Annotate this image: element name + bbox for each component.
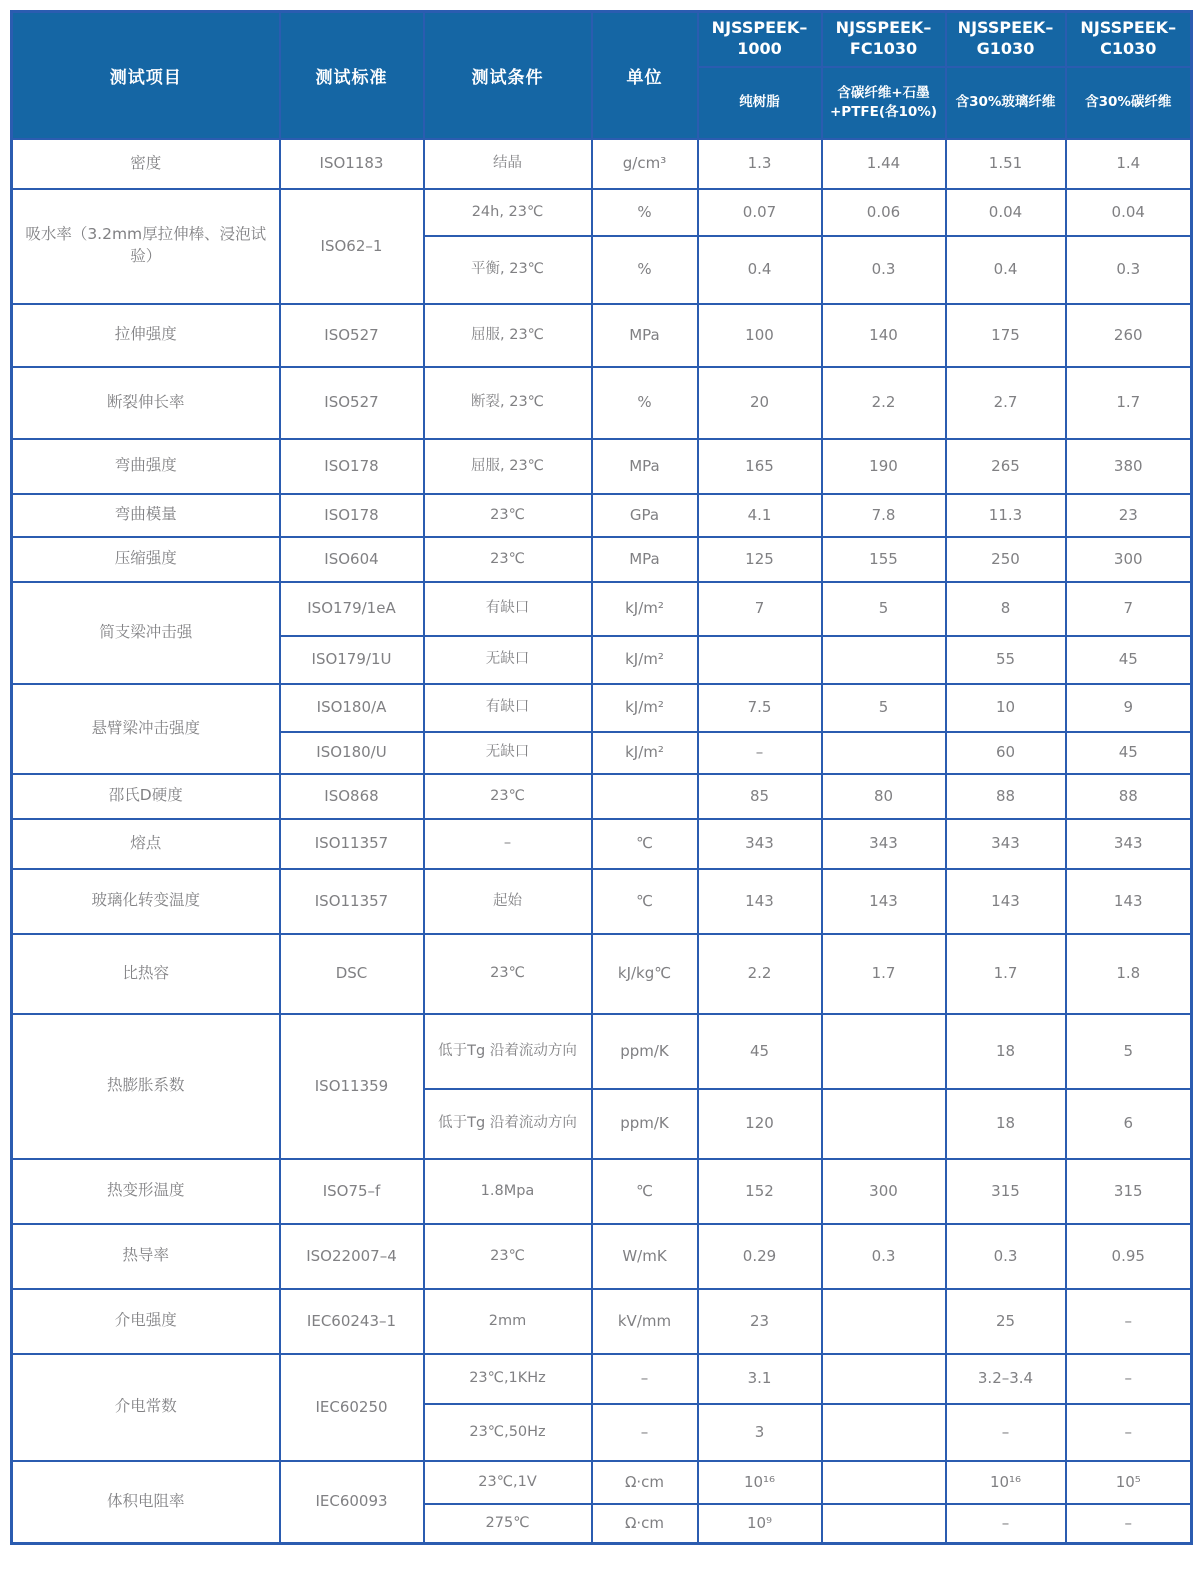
cell-standard: IEC60243–1: [280, 1289, 424, 1354]
cell-value: 0.04: [946, 189, 1066, 236]
cell-standard: ISO11357: [280, 869, 424, 934]
table-row: [12, 774, 1192, 819]
cell-unit: %: [592, 367, 698, 439]
cell-value: 1.4: [1066, 139, 1192, 189]
cell-condition: 24h, 23℃: [424, 189, 592, 236]
cell-value: 45: [1066, 636, 1192, 684]
cell-item: 断裂伸长率: [12, 367, 280, 439]
cell-condition: 屈服, 23℃: [424, 304, 592, 367]
cell-standard: ISO180/A: [280, 684, 424, 732]
cell-condition: 23℃: [424, 774, 592, 819]
cell-condition: 23℃,50Hz: [424, 1404, 592, 1461]
cell-value: 80: [822, 774, 946, 819]
cell-value: 18: [946, 1014, 1066, 1089]
cell-item: 介电常数: [12, 1354, 280, 1461]
cell-value: 143: [946, 869, 1066, 934]
cell-condition: 23℃,1V: [424, 1461, 592, 1504]
cell-value: 165: [698, 439, 822, 494]
cell-standard: IEC60250: [280, 1354, 424, 1461]
cell-standard: ISO62–1: [280, 189, 424, 304]
cell-value: [822, 1404, 946, 1461]
header-test-condition: 测试条件: [424, 12, 592, 139]
table-row: [12, 1461, 1192, 1504]
cell-item: 熔点: [12, 819, 280, 869]
table-row: [12, 582, 1192, 636]
table-row: [12, 1159, 1192, 1224]
cell-condition: 23℃: [424, 934, 592, 1014]
cell-value: 3.1: [698, 1354, 822, 1404]
table-row: [12, 1354, 1192, 1404]
header-row-products: [12, 12, 1192, 67]
table-row: [12, 189, 1192, 236]
cell-standard: ISO527: [280, 304, 424, 367]
cell-value: –: [1066, 1504, 1192, 1544]
cell-condition: 23℃: [424, 1224, 592, 1289]
cell-value: 9: [1066, 684, 1192, 732]
product-desc-1000: 纯树脂: [698, 67, 822, 139]
table-row: [12, 537, 1192, 582]
cell-value: 343: [946, 819, 1066, 869]
cell-standard: IEC60093: [280, 1461, 424, 1544]
cell-standard: ISO75–f: [280, 1159, 424, 1224]
cell-value: 155: [822, 537, 946, 582]
cell-condition: 23℃: [424, 494, 592, 537]
table-row: [12, 494, 1192, 537]
cell-condition: 无缺口: [424, 732, 592, 774]
cell-value: 1.44: [822, 139, 946, 189]
cell-unit: ℃: [592, 819, 698, 869]
cell-value: 55: [946, 636, 1066, 684]
cell-value: 0.3: [822, 1224, 946, 1289]
cell-value: [698, 636, 822, 684]
cell-item: 拉伸强度: [12, 304, 280, 367]
cell-value: –: [1066, 1354, 1192, 1404]
cell-value: 0.3: [946, 1224, 1066, 1289]
cell-value: 343: [698, 819, 822, 869]
cell-condition: 有缺口: [424, 582, 592, 636]
cell-value: 3.2–3.4: [946, 1354, 1066, 1404]
cell-value: 5: [822, 684, 946, 732]
cell-value: 125: [698, 537, 822, 582]
cell-value: 4.1: [698, 494, 822, 537]
table-row: [12, 139, 1192, 189]
cell-standard: ISO178: [280, 439, 424, 494]
cell-unit: kJ/m²: [592, 684, 698, 732]
cell-condition: 低于Tg 沿着流动方向: [424, 1089, 592, 1159]
cell-value: 0.4: [698, 236, 822, 304]
cell-condition: –: [424, 819, 592, 869]
cell-standard: ISO11359: [280, 1014, 424, 1159]
cell-standard: ISO868: [280, 774, 424, 819]
cell-item: 简支梁冲击强: [12, 582, 280, 684]
cell-value: 88: [1066, 774, 1192, 819]
cell-unit: kJ/kg℃: [592, 934, 698, 1014]
cell-condition: 低于Tg 沿着流动方向: [424, 1014, 592, 1089]
cell-value: 1.7: [822, 934, 946, 1014]
cell-standard: ISO22007–4: [280, 1224, 424, 1289]
cell-unit: kJ/m²: [592, 636, 698, 684]
cell-unit: ppm/K: [592, 1089, 698, 1159]
table-header: [12, 12, 1192, 139]
cell-value: 60: [946, 732, 1066, 774]
cell-value: 7.5: [698, 684, 822, 732]
cell-condition: 23℃: [424, 537, 592, 582]
cell-value: 0.07: [698, 189, 822, 236]
cell-value: 120: [698, 1089, 822, 1159]
cell-value: 1.51: [946, 139, 1066, 189]
cell-value: 100: [698, 304, 822, 367]
cell-condition: 起始: [424, 869, 592, 934]
cell-value: 1.7: [1066, 367, 1192, 439]
table-row: [12, 367, 1192, 439]
cell-item: 邵氏D硬度: [12, 774, 280, 819]
cell-unit: MPa: [592, 304, 698, 367]
cell-item: 热导率: [12, 1224, 280, 1289]
cell-value: 10: [946, 684, 1066, 732]
cell-value: 45: [698, 1014, 822, 1089]
cell-standard: ISO178: [280, 494, 424, 537]
cell-standard: ISO179/1U: [280, 636, 424, 684]
cell-value: 315: [1066, 1159, 1192, 1224]
cell-value: [822, 1014, 946, 1089]
cell-value: –: [698, 732, 822, 774]
cell-value: 10⁵: [1066, 1461, 1192, 1504]
table-row: [12, 304, 1192, 367]
cell-value: 7: [698, 582, 822, 636]
cell-value: 0.29: [698, 1224, 822, 1289]
cell-value: 343: [822, 819, 946, 869]
cell-item: 弯曲强度: [12, 439, 280, 494]
cell-value: 11.3: [946, 494, 1066, 537]
cell-value: 2.2: [822, 367, 946, 439]
cell-unit: ℃: [592, 1159, 698, 1224]
cell-value: [822, 636, 946, 684]
cell-value: –: [946, 1404, 1066, 1461]
cell-unit: kJ/m²: [592, 732, 698, 774]
cell-value: 2.2: [698, 934, 822, 1014]
cell-value: 190: [822, 439, 946, 494]
cell-unit: W/mK: [592, 1224, 698, 1289]
cell-item: 比热容: [12, 934, 280, 1014]
cell-value: 250: [946, 537, 1066, 582]
cell-standard: ISO527: [280, 367, 424, 439]
cell-value: 23: [698, 1289, 822, 1354]
cell-value: 175: [946, 304, 1066, 367]
cell-value: –: [1066, 1289, 1192, 1354]
cell-value: 5: [822, 582, 946, 636]
cell-item: 体积电阻率: [12, 1461, 280, 1544]
table-row: [12, 684, 1192, 732]
cell-condition: 结晶: [424, 139, 592, 189]
product-desc-fc1030: 含碳纤维+石墨+PTFE(各10%): [822, 67, 946, 139]
table-row: [12, 934, 1192, 1014]
cell-standard: ISO11357: [280, 819, 424, 869]
product-name-1000: NJSSPEEK–1000: [698, 12, 822, 67]
cell-value: 315: [946, 1159, 1066, 1224]
cell-condition: 断裂, 23℃: [424, 367, 592, 439]
cell-unit: MPa: [592, 537, 698, 582]
table-row: [12, 869, 1192, 934]
cell-value: 1.8: [1066, 934, 1192, 1014]
cell-value: [822, 1289, 946, 1354]
cell-value: [822, 1354, 946, 1404]
product-desc-c1030: 含30%碳纤维: [1066, 67, 1192, 139]
table-row: [12, 439, 1192, 494]
cell-value: 85: [698, 774, 822, 819]
cell-value: 8: [946, 582, 1066, 636]
cell-unit: kV/mm: [592, 1289, 698, 1354]
cell-value: [822, 1504, 946, 1544]
cell-value: 0.95: [1066, 1224, 1192, 1289]
cell-value: 1.3: [698, 139, 822, 189]
cell-item: 玻璃化转变温度: [12, 869, 280, 934]
cell-unit: ppm/K: [592, 1014, 698, 1089]
cell-value: 265: [946, 439, 1066, 494]
table-row: [12, 1224, 1192, 1289]
cell-condition: 有缺口: [424, 684, 592, 732]
cell-item: 热膨胀系数: [12, 1014, 280, 1159]
cell-item: 悬臂梁冲击强度: [12, 684, 280, 774]
cell-item: 吸水率（3.2mm厚拉伸棒、浸泡试验）: [12, 189, 280, 304]
cell-value: 143: [1066, 869, 1192, 934]
cell-value: 25: [946, 1289, 1066, 1354]
cell-value: 88: [946, 774, 1066, 819]
cell-condition: 275℃: [424, 1504, 592, 1544]
cell-unit: %: [592, 189, 698, 236]
cell-standard: ISO604: [280, 537, 424, 582]
cell-item: 热变形温度: [12, 1159, 280, 1224]
table-row: [12, 1014, 1192, 1089]
cell-value: 23: [1066, 494, 1192, 537]
cell-value: 143: [822, 869, 946, 934]
cell-value: 0.06: [822, 189, 946, 236]
cell-unit: g/cm³: [592, 139, 698, 189]
cell-item: 密度: [12, 139, 280, 189]
cell-value: 152: [698, 1159, 822, 1224]
cell-value: 45: [1066, 732, 1192, 774]
cell-standard: ISO180/U: [280, 732, 424, 774]
table-row: [12, 1289, 1192, 1354]
cell-value: 10¹⁶: [946, 1461, 1066, 1504]
cell-value: 300: [1066, 537, 1192, 582]
cell-value: 0.3: [1066, 236, 1192, 304]
cell-standard: ISO179/1eA: [280, 582, 424, 636]
header-unit: 单位: [592, 12, 698, 139]
header-test-standard: 测试标准: [280, 12, 424, 139]
header-test-item: 测试项目: [12, 12, 280, 139]
cell-unit: [592, 774, 698, 819]
cell-value: 1.7: [946, 934, 1066, 1014]
cell-unit: MPa: [592, 439, 698, 494]
cell-value: [822, 1461, 946, 1504]
cell-value: [822, 1089, 946, 1159]
cell-value: 0.4: [946, 236, 1066, 304]
cell-value: [822, 732, 946, 774]
cell-value: 260: [1066, 304, 1192, 367]
cell-value: –: [1066, 1404, 1192, 1461]
cell-value: 5: [1066, 1014, 1192, 1089]
cell-value: 380: [1066, 439, 1192, 494]
cell-unit: GPa: [592, 494, 698, 537]
product-name-fc1030: NJSSPEEK–FC1030: [822, 12, 946, 67]
cell-standard: ISO1183: [280, 139, 424, 189]
cell-value: 18: [946, 1089, 1066, 1159]
cell-item: 弯曲模量: [12, 494, 280, 537]
cell-unit: kJ/m²: [592, 582, 698, 636]
cell-condition: 平衡, 23℃: [424, 236, 592, 304]
cell-value: 140: [822, 304, 946, 367]
table-body: [12, 139, 1192, 1544]
cell-value: –: [946, 1504, 1066, 1544]
cell-value: 10¹⁶: [698, 1461, 822, 1504]
cell-unit: Ω·cm: [592, 1504, 698, 1544]
cell-item: 压缩强度: [12, 537, 280, 582]
cell-condition: 1.8Mpa: [424, 1159, 592, 1224]
cell-condition: 屈服, 23℃: [424, 439, 592, 494]
cell-value: 3: [698, 1404, 822, 1461]
cell-value: 2.7: [946, 367, 1066, 439]
spec-table: [10, 10, 1193, 1545]
cell-value: 143: [698, 869, 822, 934]
cell-unit: Ω·cm: [592, 1461, 698, 1504]
cell-unit: –: [592, 1404, 698, 1461]
cell-unit: –: [592, 1354, 698, 1404]
table-row: [12, 819, 1192, 869]
cell-value: 343: [1066, 819, 1192, 869]
product-name-c1030: NJSSPEEK–C1030: [1066, 12, 1192, 67]
cell-condition: 23℃,1KHz: [424, 1354, 592, 1404]
cell-value: 0.3: [822, 236, 946, 304]
cell-value: 20: [698, 367, 822, 439]
cell-unit: ℃: [592, 869, 698, 934]
cell-value: 6: [1066, 1089, 1192, 1159]
cell-value: 10⁹: [698, 1504, 822, 1544]
cell-unit: %: [592, 236, 698, 304]
cell-value: 300: [822, 1159, 946, 1224]
cell-condition: 无缺口: [424, 636, 592, 684]
product-desc-g1030: 含30%玻璃纤维: [946, 67, 1066, 139]
cell-value: 0.04: [1066, 189, 1192, 236]
cell-item: 介电强度: [12, 1289, 280, 1354]
product-name-g1030: NJSSPEEK–G1030: [946, 12, 1066, 67]
cell-value: 7: [1066, 582, 1192, 636]
cell-standard: DSC: [280, 934, 424, 1014]
cell-value: 7.8: [822, 494, 946, 537]
cell-condition: 2mm: [424, 1289, 592, 1354]
